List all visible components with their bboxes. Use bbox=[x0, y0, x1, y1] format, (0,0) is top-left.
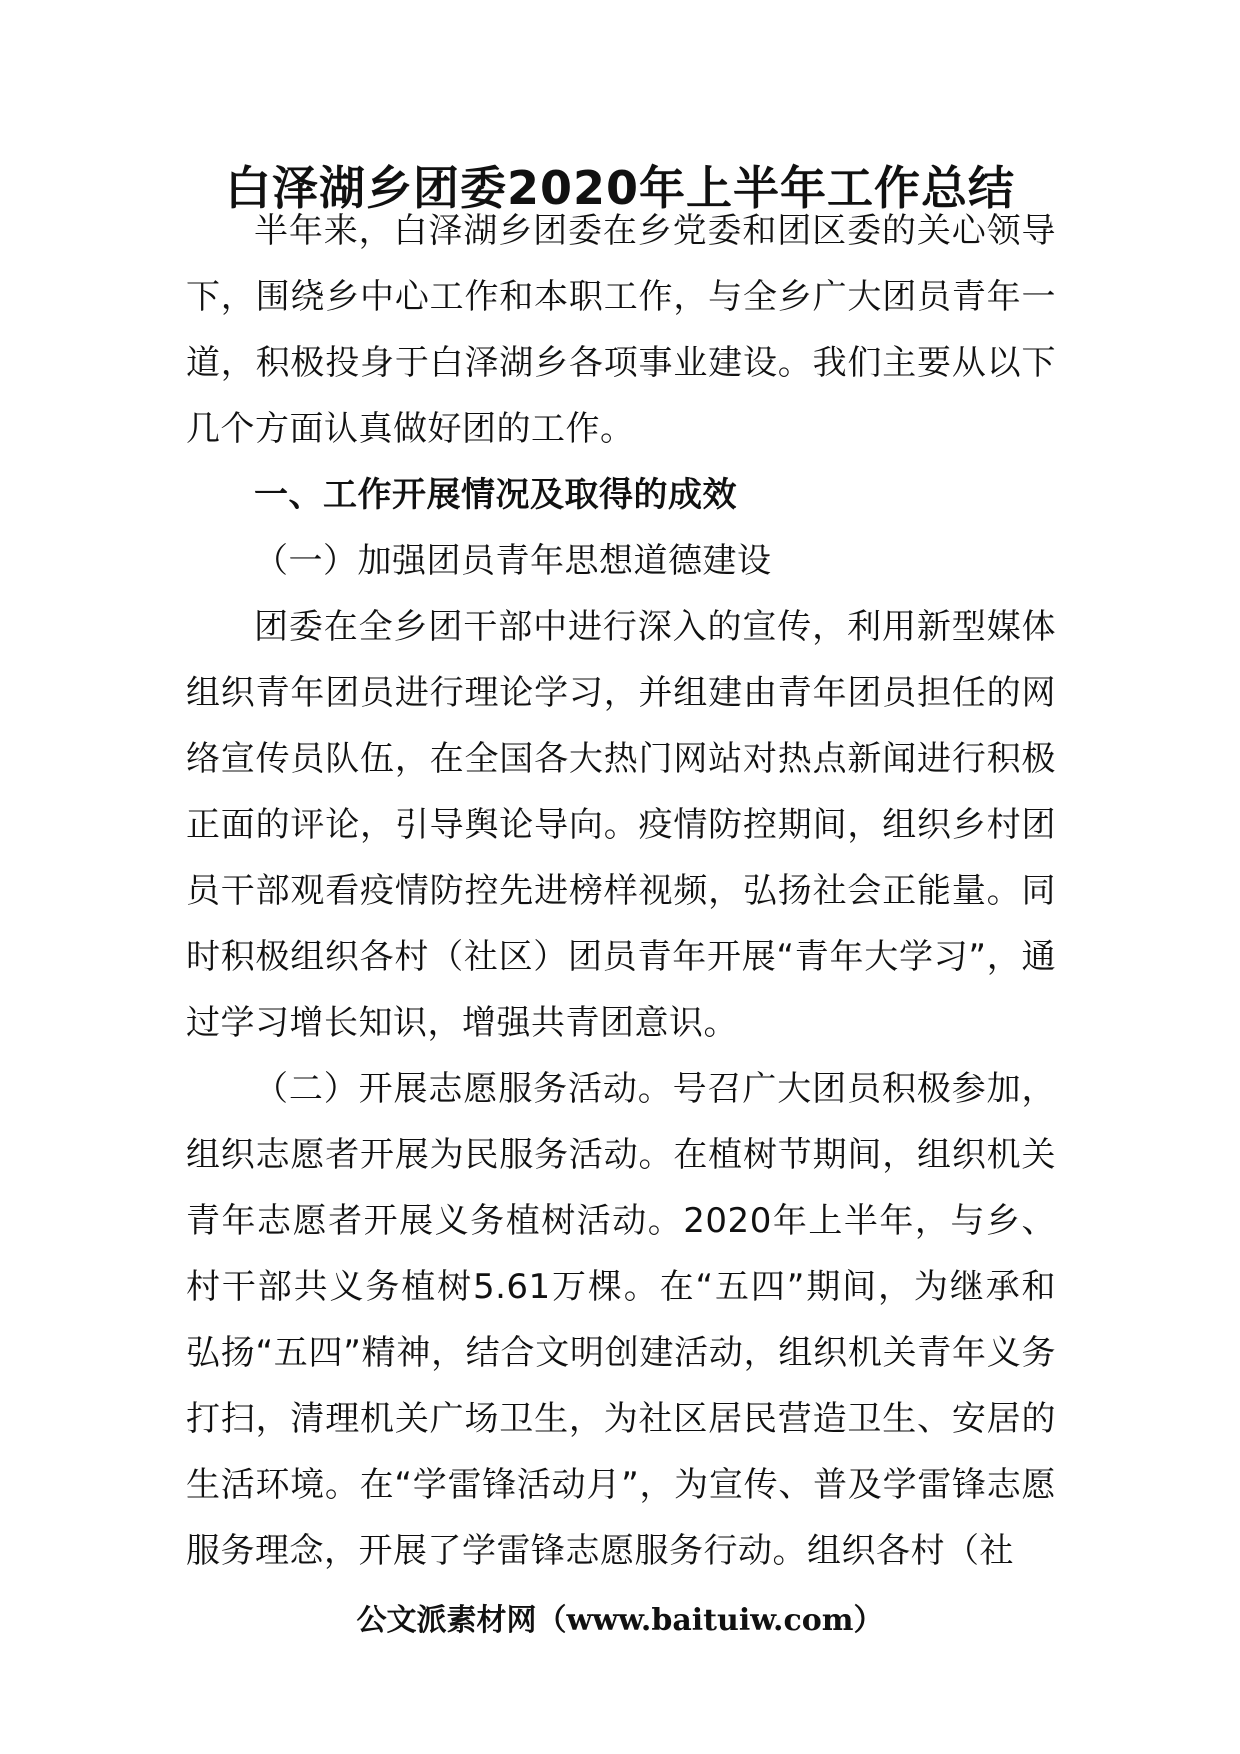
volunteer-paragraph: （二）开展志愿服务活动。号召广大团员积极参加，组织志愿者开展为民服务活动。在植树节期间，组织机关青年志愿者开展义务植树活动。2020年上半年，与乡、村干部共义务植树5.61万棵。在“五四”期间，为继承和弘扬“五四”精神，结合文明创建活动，组织机关青年义务打扫，清理机关广场卫生，为社区居民营造卫生、安居的生活环境。在“学雷锋活动月”，为宣传、普及学雷锋志愿服务理念，开展了学雷锋志愿服务行动。组织各村（社 bbox=[186, 1069, 1056, 1571]
section-heading: 一、工作开展情况及取得的成效 bbox=[254, 475, 737, 515]
intro-paragraph: 半年来，白泽湖乡团委在乡党委和团区委的关心领导下，围绕乡中心工作和本职工作，与全乡广大团员青年一道，积极投身于白泽湖乡各项事业建设。我们主要从以下几个方面认真做好团的工作。 bbox=[186, 211, 1056, 449]
document-body bbox=[186, 198, 1056, 1584]
document-title: 白泽湖乡团委2020年上半年工作总结 bbox=[224, 161, 1016, 215]
subsection-paragraph: 团委在全乡团干部中进行深入的宣传，利用新型媒体组织青年团员进行理论学习，并组建由青年团员担任的网络宣传员队伍，在全国各大热门网站对热点新闻进行积极正面的评论，引导舆论导向。疫情防控期间，组织乡村团员干部观看疫情防控先进榜样视频，弘扬社会正能量。同时积极组织各村（社区）团员青年开展“青年大学习”，通过学习增长知识，增强共青团意识。 bbox=[186, 607, 1056, 1043]
footer-watermark: 公文派素材网（www.baituiw.com） bbox=[356, 1603, 884, 1638]
subsection-heading: （一）加强团员青年思想道德建设 bbox=[254, 541, 772, 581]
